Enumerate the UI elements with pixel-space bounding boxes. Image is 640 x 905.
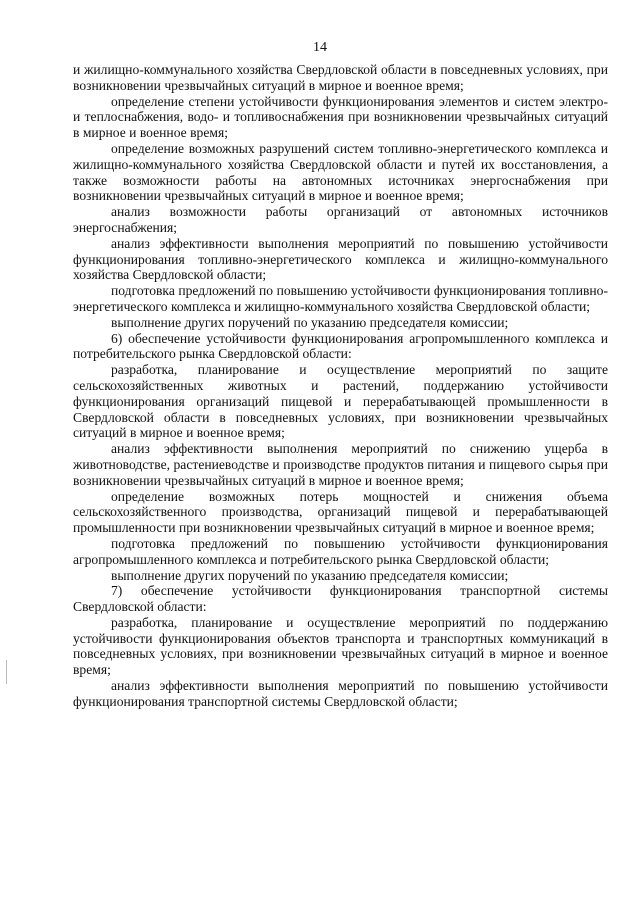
paragraph: подготовка предложений по повышению устойчивости функционирования топливно-энергетического комплекса и жилищно-коммунального хозяйства Свердловской области; bbox=[73, 283, 608, 314]
paragraph: разработка, планирование и осуществление мероприятий по поддержанию устойчивости функционирования объектов транспорта и транспортных коммуникаций в повседневных условиях, при возникновении чрезвычайных ситуаций в мирное и военное время; bbox=[73, 614, 608, 678]
page-number: 14 bbox=[313, 40, 327, 55]
paragraph: анализ возможности работы организаций от автономных источников энергоснабжения; bbox=[73, 204, 608, 235]
paragraph: определение степени устойчивости функционирования элементов и систем электро- и теплоснабжения, водо- и топливоснабжения при возникновении чрезвычайных ситуаций в мирное и военное время; bbox=[73, 93, 608, 141]
paragraph: разработка, планирование и осуществление мероприятий по защите сельскохозяйственных животных и растений, поддержанию устойчивости функционирования организаций пищевой и перерабатывающей промышленности в Свердловской области в повседневных условиях, при возникновении чрезвычайных ситуаций в мирное и военное время; bbox=[73, 362, 608, 441]
paragraph: анализ эффективности выполнения мероприятий по снижению ущерба в животноводстве, растениеводстве и производстве продуктов питания и пищевого сырья при возникновении чрезвычайных ситуаций в мирное и военное время; bbox=[73, 441, 608, 488]
paragraph: выполнение других поручений по указанию председателя комиссии; bbox=[111, 314, 509, 330]
paragraph: и жилищно-коммунального хозяйства Свердловской области в повседневных условиях, при возникновении чрезвычайных ситуаций в мирное и военное время; bbox=[73, 62, 608, 93]
paragraph: 7) обеспечение устойчивости функционирования транспортной системы Свердловской области: bbox=[73, 583, 608, 615]
paragraph: определение возможных разрушений систем топливно-энергетического комплекса и жилищно-коммунального хозяйства Свердловской области и путей их восстановления, а также возможности работы на автономных источниках энергоснабжения при возникновении чрезвычайных ситуаций в мирное и военное время; bbox=[73, 140, 608, 204]
paragraph: выполнение других поручений по указанию председателя комиссии; bbox=[111, 567, 509, 583]
paragraph: подготовка предложений по повышению устойчивости функционирования агропромышленного комплекса и потребительского рынка Свердловской области; bbox=[73, 535, 608, 567]
paragraph: анализ эффективности выполнения мероприятий по повышению устойчивости функционирования транспортной системы Свердловской области; bbox=[73, 678, 608, 709]
paragraph: анализ эффективности выполнения мероприятий по повышению устойчивости функционирования топливно-энергетического комплекса и жилищно-коммунального хозяйства Свердловской области; bbox=[73, 235, 608, 283]
paragraph: определение возможных потерь мощностей и снижения объема сельскохозяйственного производства, организаций пищевой и перерабатывающей промышленности при возникновении чрезвычайных ситуаций в мирное и военное время; bbox=[73, 488, 608, 536]
document-body bbox=[73, 62, 608, 710]
margin-mark bbox=[6, 660, 7, 684]
paragraph: 6) обеспечение устойчивости функционирования агропромышленного комплекса и потребительского рынка Свердловской области: bbox=[73, 330, 608, 362]
